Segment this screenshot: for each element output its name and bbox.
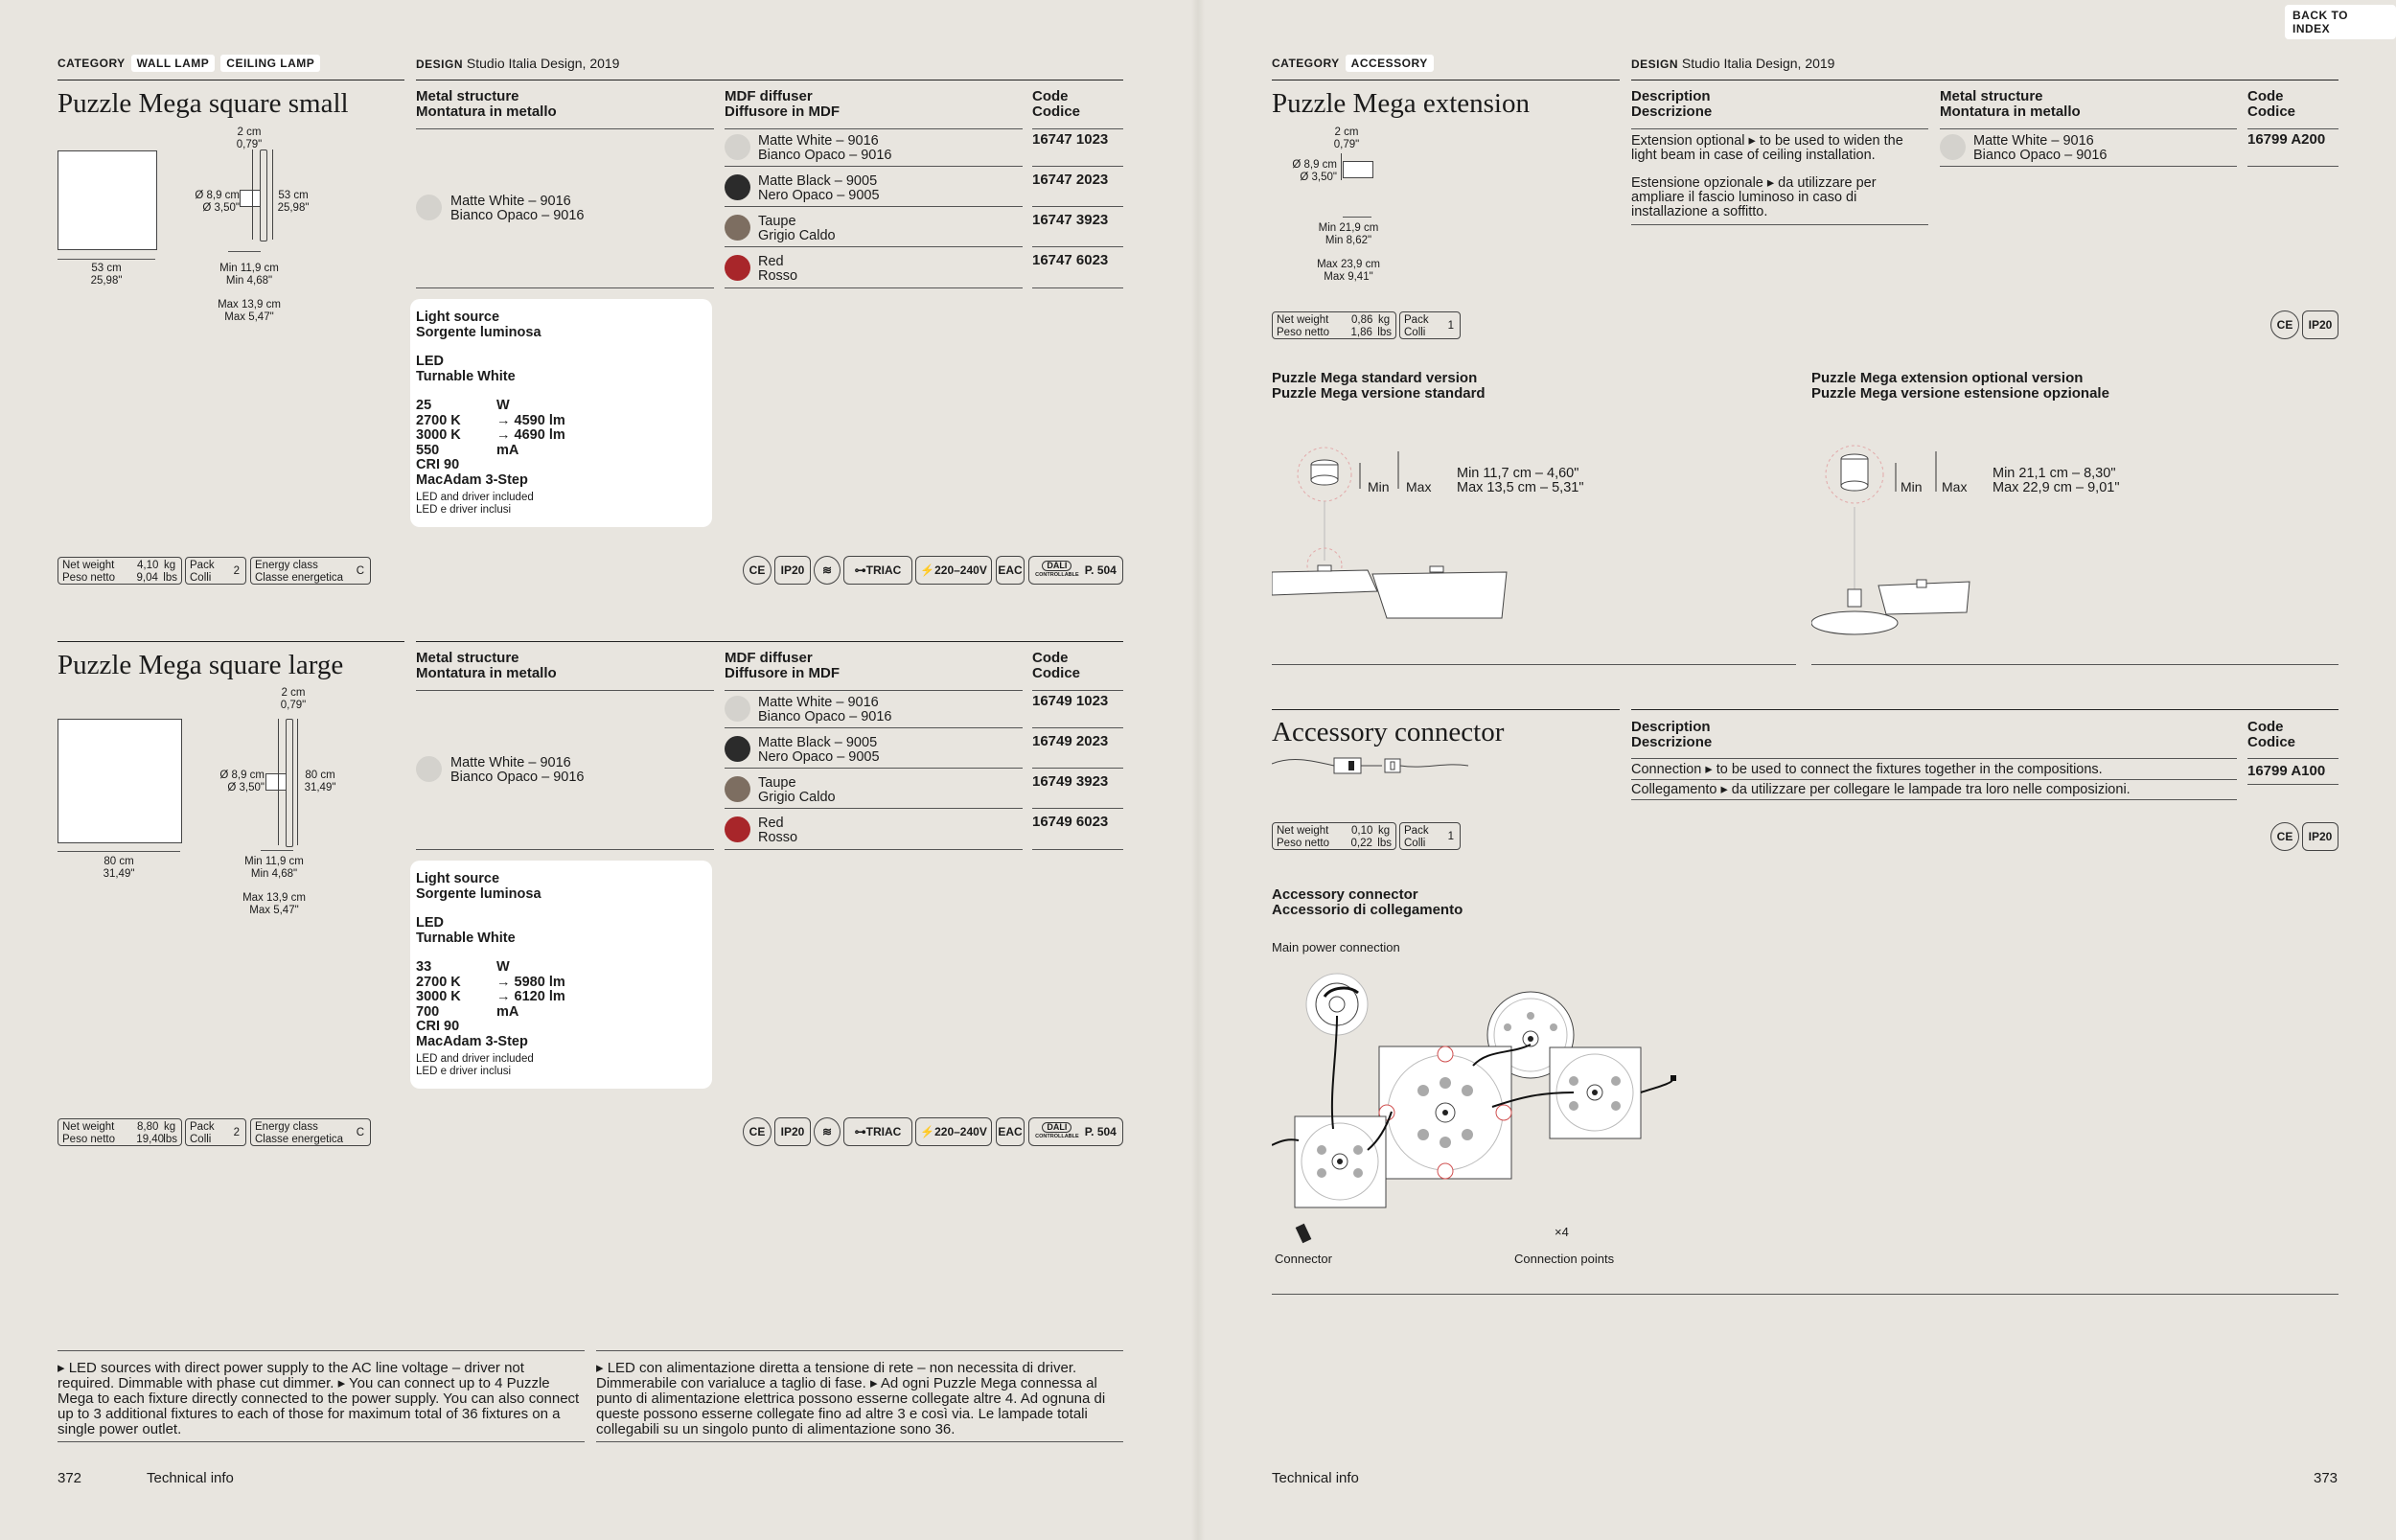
swatch-red[interactable] [725, 255, 750, 281]
voltage-badge: ⚡ 220–240V [915, 1117, 992, 1146]
product-code: 16799 A100 [2247, 763, 2326, 779]
structure-header: Metal structure Montatura in metallo [416, 88, 557, 120]
section-title-right: Technical info [1272, 1470, 1359, 1486]
triac-badge: ⊶ TRIAC [843, 1117, 912, 1146]
section-title-left: Technical info [147, 1470, 234, 1486]
category-row [58, 55, 320, 72]
net-weight-box: Net weight 8,80 kg Peso netto 19,40 lbs [58, 1118, 182, 1146]
product-code: 16749 6023 [1032, 814, 1109, 830]
product-code: 16747 3923 [1032, 212, 1109, 228]
dimmer-icon: ≋ [814, 1117, 841, 1146]
connection-diagram [1272, 958, 1713, 1246]
connection-diagram-heading: Accessory connector Accessorio di collegamento [1272, 886, 1463, 918]
diffuser-header: MDF diffuser Diffusore in MDF [725, 650, 840, 681]
swatch-structure-white[interactable] [1940, 134, 1966, 160]
drawing-square-large: 80 cm 31,49" 2 cm 0,79" Ø 8,9 cm Ø 3,50" 80 cm 31,49" Min 11,9 cm Min 4,68" Max 13,9 cm Max 5,47" [58, 685, 345, 925]
ip20-badge: IP20 [774, 1117, 811, 1146]
structure-header: Metal structure Montatura in metallo [416, 650, 557, 681]
product-code: 16749 3923 [1032, 773, 1109, 790]
connector-description-en: Connection ▸ to be used to connect the fixtures together in the compositions. [1631, 762, 2103, 777]
structure-header: Metal structure Montatura in metallo [1940, 88, 2081, 120]
max-label: Max [1406, 479, 1432, 494]
energy-class-box: Energy class Classe energetica C [250, 1118, 371, 1146]
net-weight-box: Net weight 4,10 kg Peso netto 9,04 lbs [58, 557, 182, 585]
structure-item: Matte White – 9016 Bianco Opaco – 9016 [450, 194, 585, 223]
category-tag-accessory[interactable]: ACCESSORY [1346, 55, 1434, 72]
design-label: DESIGN [1631, 57, 1679, 71]
ip20-badge: IP20 [2302, 310, 2338, 339]
light-source-panel: Light source Sorgente luminosa LED Turnable White 33 W 2700 K → 5980 lm 3000 K → 6120 lm 700 mA CRI 90 MacAdam 3-Step LED and driver included LED e driver inclusi [410, 861, 712, 1089]
triac-badge: ⊶ TRIAC [843, 556, 912, 585]
code-header: Code Codice [2247, 88, 2296, 120]
ce-mark-icon: CE [743, 556, 772, 585]
code-header: Code Codice [2247, 719, 2296, 750]
category-tag-wall-lamp[interactable]: WALL LAMP [131, 55, 216, 72]
back-to-index-button[interactable]: BACK TO INDEX [2285, 5, 2396, 39]
extension-description: Extension optional ▸ to be used to widen the light beam in case of ceiling installation. Estensione opzionale ▸ da utilizzare per ampliare il fascio luminoso in caso di installazione a soffitto. [1631, 133, 1903, 219]
design-credit [416, 56, 619, 71]
dali-badge: DALI CONTROLLABLE P. 504 [1028, 1117, 1123, 1146]
dimmer-icon: ≋ [814, 556, 841, 585]
drawing-square-small: 53 cm 25,98" 2 cm 0,79" Ø 8,9 cm Ø 3,50" 53 cm 25,98" Min 11,9 cm Min 4,68" Max 13,9 cm Max 5,47" [58, 125, 326, 335]
code-header: Code Codice [1032, 650, 1081, 681]
standard-dimensions: Min 11,7 cm – 4,60" Max 13,5 cm – 5,31" [1457, 466, 1584, 495]
code-header: Code Codice [1032, 88, 1081, 120]
product-code: 16749 2023 [1032, 733, 1109, 749]
category-row [1272, 55, 1434, 72]
main-power-label: Main power connection [1272, 940, 1400, 954]
drawing-extension: 2 cm 0,79" Ø 8,9 cm Ø 3,50" Min 21,9 cm Min 8,62" Max 23,9 cm Max 9,41" [1292, 126, 1380, 283]
pack-box: Pack Colli 2 [185, 557, 246, 585]
swatch-matte-black[interactable] [725, 736, 750, 762]
net-weight-box: Net weight 0,86 kg Peso netto 1,86 lbs [1272, 311, 1396, 339]
standard-version-heading: Puzzle Mega standard version Puzzle Mega versione standard [1272, 370, 1486, 402]
ip20-badge: IP20 [2302, 822, 2338, 851]
swatch-taupe[interactable] [725, 776, 750, 802]
connector-illustration [1272, 752, 1473, 781]
voltage-badge: ⚡ 220–240V [915, 556, 992, 585]
standard-version-illustration [1272, 436, 1655, 628]
design-value: Studio Italia Design, 2019 [466, 56, 620, 71]
design-label: DESIGN [416, 57, 464, 71]
min-label: Min [1368, 479, 1390, 494]
connection-count: ×4 [1555, 1225, 1569, 1239]
structure-item: Matte White – 9016 Bianco Opaco – 9016 [450, 755, 585, 785]
energy-class-box: Energy class Classe energetica C [250, 557, 371, 585]
diffuser-header: MDF diffuser Diffusore in MDF [725, 88, 840, 120]
description-header: Description Descrizione [1631, 88, 1713, 120]
eac-mark-icon: EAC [996, 556, 1025, 585]
swatch-matte-black[interactable] [725, 174, 750, 200]
pack-box: Pack Colli 1 [1399, 822, 1461, 850]
product-title-square-small: Puzzle Mega square small [58, 88, 349, 119]
dali-badge: DALI CONTROLLABLE P. 504 [1028, 556, 1123, 585]
design-value: Studio Italia Design, 2019 [1681, 56, 1835, 71]
light-source-panel: Light source Sorgente luminosa LED Turnable White 25 W 2700 K → 4590 lm 3000 K → 4690 lm 550 mA CRI 90 MacAdam 3-Step LED and driver included LED e driver inclusi [410, 299, 712, 527]
ce-mark-icon: CE [743, 1117, 772, 1146]
category-label: CATEGORY [58, 57, 126, 70]
ce-mark-icon: CE [2270, 310, 2299, 339]
page-number-right: 373 [2314, 1470, 2338, 1486]
pack-box: Pack Colli 2 [185, 1118, 246, 1146]
swatch-matte-white[interactable] [725, 134, 750, 160]
swatch-structure-white[interactable] [416, 756, 442, 782]
optional-version-heading: Puzzle Mega extension optional version Puzzle Mega versione estensione opzionale [1811, 370, 2109, 402]
footnote-italian: ▸ LED con alimentazione diretta a tensione di rete – non necessita di driver. Dimmerabile con varialuce a taglio di fase. ▸ Ad ogni Puzzle Mega connessa al punto di alimentazione elettrica possono esserne collegate altre 4. Ad ognuna di queste possono esserne collegate fino ad altre 3 e così via. Le lampade totali collegabili su un singolo punto di alimentazione sono 36. [596, 1360, 1106, 1437]
product-code: 16799 A200 [2247, 131, 2326, 148]
swatch-structure-white[interactable] [416, 195, 442, 220]
eac-mark-icon: EAC [996, 1117, 1025, 1146]
product-code: 16749 1023 [1032, 693, 1109, 709]
footnote-english: ▸ LED sources with direct power supply to the AC line voltage – driver not required. Dimmable with phase cut dimmer. ▸ You can connect up to 4 Puzzle Mega to each fixture directly connected to the power supply. You can also connect up to 3 additional fixtures to each of those for maximum total of 36 fixtures on a single power outlet. [58, 1360, 580, 1437]
page-number-left: 372 [58, 1470, 82, 1486]
ce-mark-icon: CE [2270, 822, 2299, 851]
net-weight-box: Net weight 0,10 kg Peso netto 0,22 lbs [1272, 822, 1396, 850]
connection-points-label: Connection points [1514, 1252, 1615, 1266]
connector-label: Connector [1275, 1252, 1332, 1266]
product-code: 16747 2023 [1032, 172, 1109, 188]
swatch-matte-white[interactable] [725, 696, 750, 722]
connector-description-it: Collegamento ▸ da utilizzare per collegare le lampade tra loro nelle composizioni. [1631, 782, 2131, 797]
ip20-badge: IP20 [774, 556, 811, 585]
swatch-red[interactable] [725, 816, 750, 842]
pack-box: Pack Colli 1 [1399, 311, 1461, 339]
category-label: CATEGORY [1272, 57, 1340, 70]
max-label: Max [1942, 479, 1968, 494]
product-title-extension: Puzzle Mega extension [1272, 88, 1530, 119]
design-credit [1631, 56, 1834, 71]
product-title-connector: Accessory connector [1272, 717, 1505, 747]
structure-item: Matte White – 9016 Bianco Opaco – 9016 [1973, 133, 2108, 163]
min-label: Min [1901, 479, 1923, 494]
product-code: 16747 6023 [1032, 252, 1109, 268]
description-header: Description Descrizione [1631, 719, 1713, 750]
product-title-square-large: Puzzle Mega square large [58, 650, 344, 680]
product-code: 16747 1023 [1032, 131, 1109, 148]
swatch-taupe[interactable] [725, 215, 750, 241]
category-tag-ceiling-lamp[interactable]: CEILING LAMP [220, 55, 320, 72]
optional-dimensions: Min 21,1 cm – 8,30" Max 22,9 cm – 9,01" [1993, 466, 2120, 495]
